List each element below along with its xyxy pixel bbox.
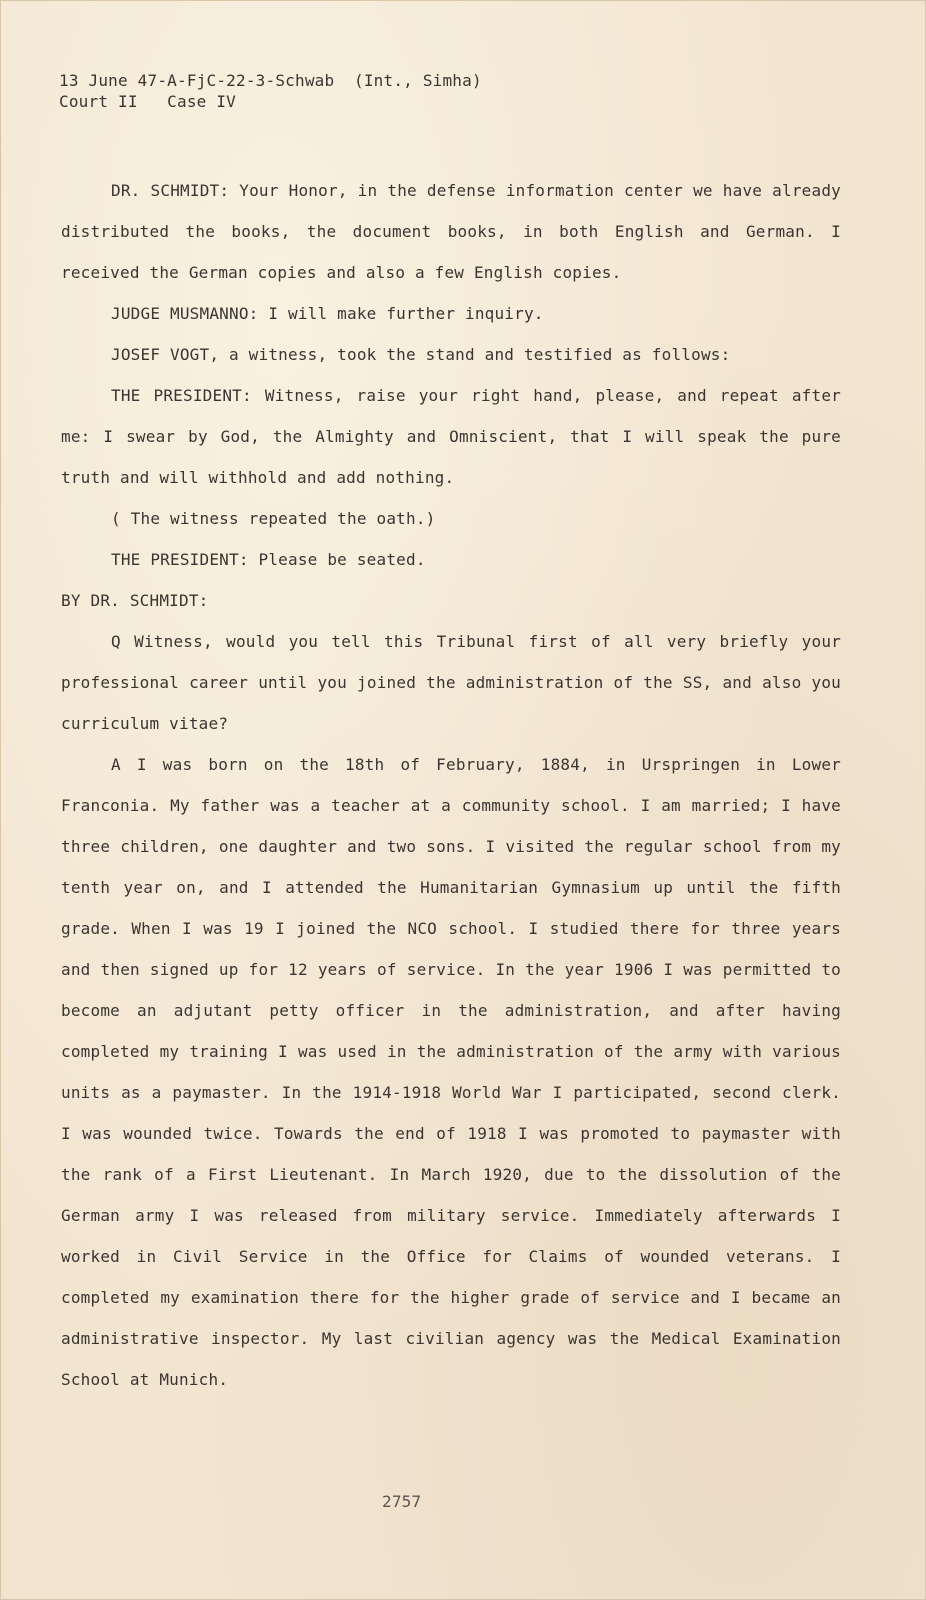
paragraph-witness-intro: JOSEF VOGT, a witness, took the stand and testified as follows: <box>111 345 731 364</box>
transcript-body <box>61 170 841 1400</box>
paragraph-oath: THE PRESIDENT: Witness, raise your right hand, please, and repeat after me: I swear by God, the Almighty and Omniscient, that I will speak the pure truth and will withhold and add nothing. <box>61 386 841 487</box>
page-number: 2757 <box>382 1492 422 1511</box>
paragraph-oath-repeated: ( The witness repeated the oath.) <box>111 509 436 528</box>
header-reference-line: 13 June 47-A-FjC-22-3-Schwab (Int., Simha) <box>59 71 482 90</box>
paragraph-be-seated: THE PRESIDENT: Please be seated. <box>111 550 426 569</box>
paragraph-schmidt-statement: DR. SCHMIDT: Your Honor, in the defense information center we have already distributed the books, the document books, in both English and German. I received the German copies and also a few English copies. <box>61 181 841 282</box>
paragraph-musmanno-reply: JUDGE MUSMANNO: I will make further inquiry. <box>111 304 544 323</box>
document-header <box>59 70 482 112</box>
paragraph-examiner-label: BY DR. SCHMIDT: <box>61 591 209 610</box>
paragraph-answer: A I was born on the 18th of February, 1884, in Urspringen in Lower Franconia. My father was a teacher at a community school. I am married; I have three children, one daughter and two sons. I visited the regular school from my tenth year on, and I attended the Humanitarian Gymnasium up until the fifth grade. When I was 19 I joined the NCO school. I studied there for three years and then signed up for 12 years of service. In the year 1906 I was permitted to become an adjutant petty officer in the administration, and after having completed my training I was used in the administration of the army with various units as a paymaster. In the 1914-1918 World War I participated, second clerk. I was wounded twice. Towards the end of 1918 I was promoted to paymaster with the rank of a First Lieutenant. In March 1920, due to the dissolution of the German army I was released from military service. Immediately afterwards I worked in Civil Service in the Office for Claims of wounded veterans. I completed my examination there for the higher grade of service and I became an administrative inspector. My last civilian agency was the Medical Examination School at Munich. <box>61 755 841 1389</box>
paragraph-question: Q Witness, would you tell this Tribunal first of all very briefly your professional career until you joined the administration of the SS, and also you curriculum vitae? <box>61 632 841 733</box>
header-court-case-line: Court II Case IV <box>59 92 236 111</box>
